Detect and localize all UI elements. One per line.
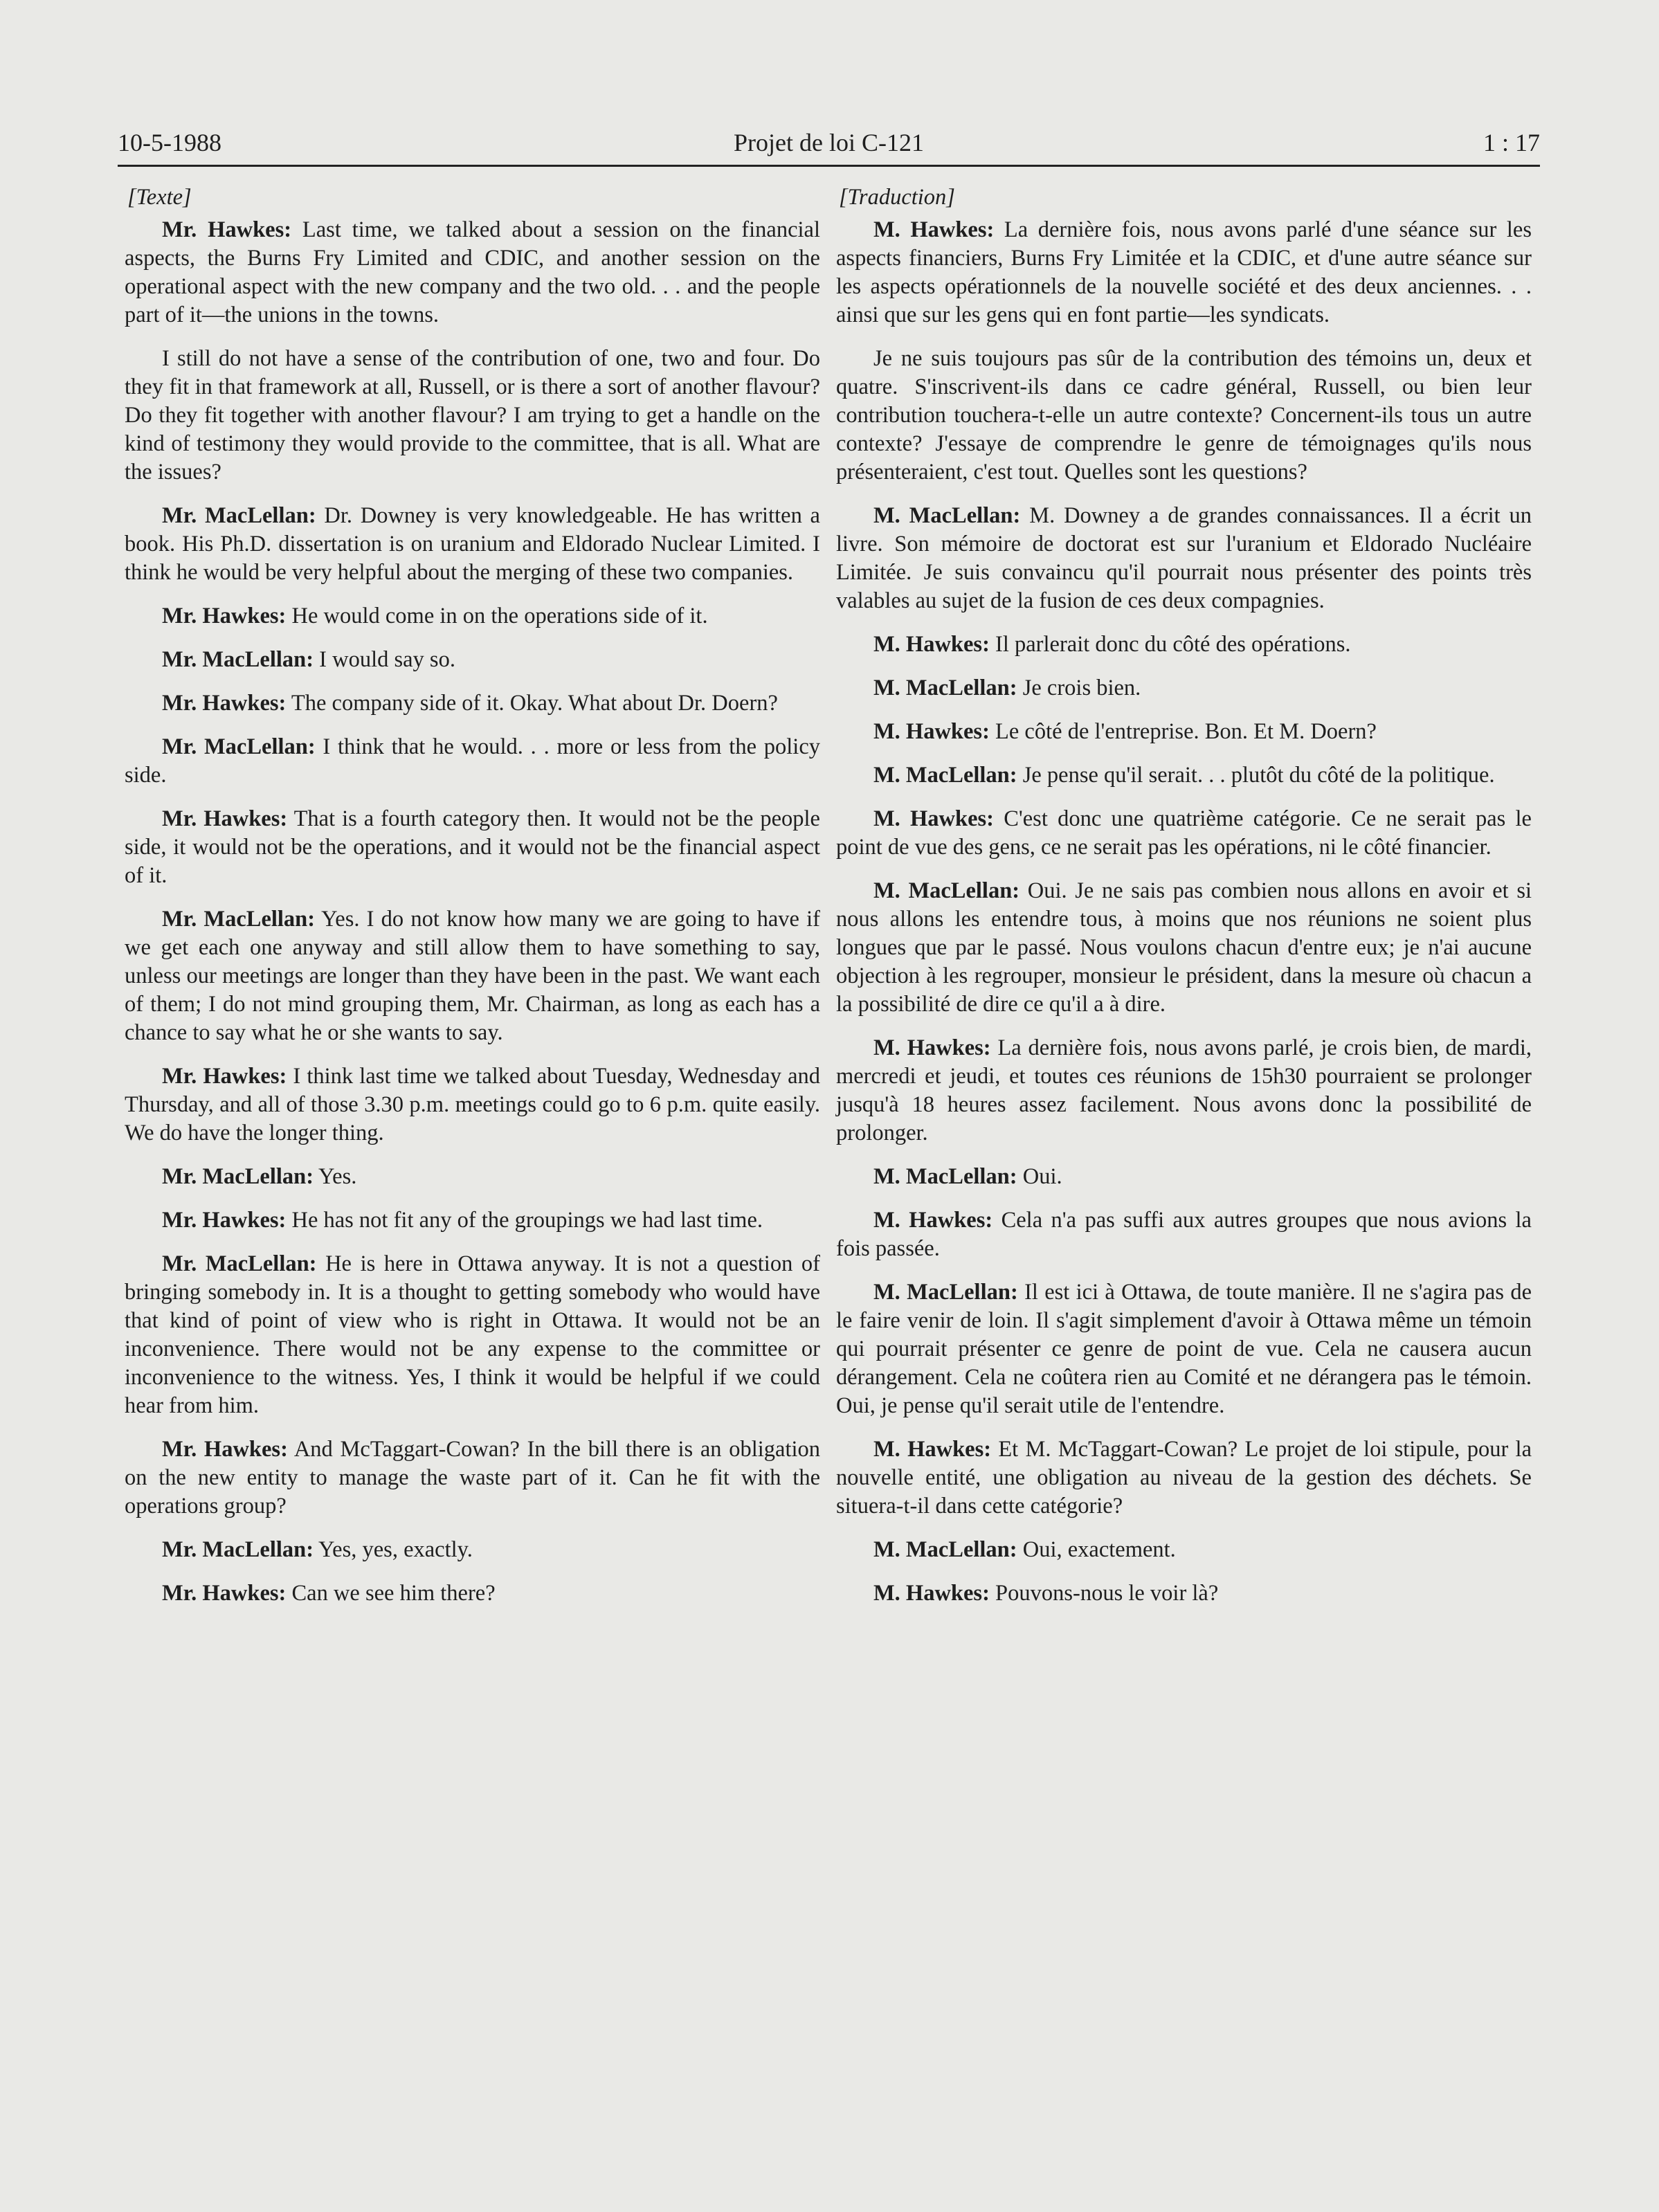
speech-text: M. Downey a de grandes connaissances. Il a écrit un livre. Son mémoire de doctorat est sur l'uranium et Eldorado Nucléaire Limitée. Je suis convaincu qu'il pourrait nous présenter des points très valables au sujet de la fusion de ces deux compagnies. <box>836 503 1532 613</box>
speaker-name: M. Hawkes: <box>873 1581 990 1606</box>
transcript-paragraph <box>836 1206 1532 1263</box>
speech-text: I would say so. <box>314 647 455 672</box>
transcript-paragraph <box>836 1278 1532 1420</box>
french-column <box>836 183 1532 1623</box>
transcript-paragraph <box>125 689 820 718</box>
speaker-name: M. MacLellan: <box>873 676 1017 700</box>
speaker-name: M. Hawkes: <box>873 1208 993 1233</box>
english-column <box>125 183 820 1623</box>
speech-text: La dernière fois, nous avons parlé, je crois bien, de mardi, mercredi et jeudi, et toutes ces réunions de 15h30 pourraient se prolonger jusqu'à 18 heures assez facilement. Nous avons donc la possibilité de prolonger. <box>836 1035 1532 1145</box>
french-paragraphs <box>836 216 1532 1608</box>
speaker-name: Mr. Hawkes: <box>162 604 287 628</box>
transcript-paragraph <box>125 345 820 487</box>
transcript-paragraph <box>125 602 820 631</box>
transcript-paragraph <box>125 1250 820 1420</box>
header-title: Projet de loi C-121 <box>734 129 924 156</box>
transcript-paragraph <box>125 805 820 890</box>
speech-text: That is a fourth category then. It would not be the people side, it would not be the operations, and it would not be the financial aspect of it. <box>125 806 820 888</box>
speech-text: Oui. Je ne sais pas combien nous allons en avoir et si nous allons les entendre tous, à moins que nos réunions ne soient plus longues que par le passé. Nous voulons chacun d'entre eux; je n'ai aucune objection à les regrouper, monsieur le président, dans la mesure où chacun a la possibilité de dire ce qu'il a à dire. <box>836 878 1532 1017</box>
speech-text: I still do not have a sense of the contribution of one, two and four. Do they fit in that framework at all, Russell, or is there a sort of another flavour? Do they fit together with another flavour? I am trying to get a handle on the kind of testimony they would provide to the committee, that is all. What are the issues? <box>125 346 820 484</box>
speech-text: Je crois bien. <box>1017 676 1141 700</box>
transcript-paragraph <box>836 1435 1532 1521</box>
transcript-paragraph <box>836 877 1532 1019</box>
speech-text: Il parlerait donc du côté des opérations. <box>989 632 1351 657</box>
transcript-paragraph <box>125 1062 820 1148</box>
english-column-label: [Texte] <box>127 185 192 210</box>
transcript-paragraph <box>836 718 1532 746</box>
transcript-paragraph <box>125 905 820 1047</box>
speech-text: Cela n'a pas suffi aux autres groupes que nous avions la fois passée. <box>836 1208 1532 1261</box>
speaker-name: M. Hawkes: <box>873 806 994 831</box>
speech-text: I think that he would. . . more or less from the policy side. <box>125 734 820 788</box>
speaker-name: Mr. Hawkes: <box>162 217 292 242</box>
speech-text: La dernière fois, nous avons parlé d'une séance sur les aspects financiers, Burns Fry Limitée et la CDIC, et d'une autre séance sur les aspects opérationnels de la nouvelle société et des deux anciennes. . . ainsi que sur les gens qui en font partie—les syndicats. <box>836 217 1532 327</box>
speech-text: Yes, yes, exactly. <box>314 1537 473 1562</box>
speech-text: Je pense qu'il serait. . . plutôt du côté de la politique. <box>1017 763 1495 788</box>
transcript-paragraph <box>125 1163 820 1191</box>
speech-text: He has not fit any of the groupings we had last time. <box>286 1208 763 1233</box>
transcript-paragraph <box>836 1034 1532 1148</box>
transcript-paragraph <box>125 216 820 329</box>
speaker-name: Mr. MacLellan: <box>162 907 316 932</box>
speaker-name: M. Hawkes: <box>873 719 990 744</box>
transcript-paragraph <box>125 1206 820 1235</box>
speech-text: Et M. McTaggart-Cowan? Le projet de loi stipule, pour la nouvelle entité, une obligation au niveau de la gestion des déchets. Se situera-t-il dans cette catégorie? <box>836 1437 1532 1519</box>
transcript-paragraph <box>836 674 1532 702</box>
transcript-paragraph <box>836 1163 1532 1191</box>
transcript-paragraph <box>836 502 1532 615</box>
speech-text: Yes. I do not know how many we are going to have if we get each one anyway and still allow them to have something to say, unless our meetings are longer than they have been in the past. We want each of them; I do not mind grouping them, Mr. Chairman, as long as each has a chance to say what he or she wants to say. <box>125 907 820 1045</box>
speaker-name: Mr. MacLellan: <box>162 1164 314 1189</box>
speech-text: He is here in Ottawa anyway. It is not a question of bringing somebody in. It is a thought to getting somebody who would have that kind of point of view who is right in Ottawa. It would not be an inconvenience. There would not be any expense to the committee or inconvenience to the witness. Yes, I think it would be helpful if we could hear from him. <box>125 1251 820 1418</box>
speech-text: Il est ici à Ottawa, de toute manière. Il ne s'agira pas de le faire venir de loin. Il s'agit simplement d'avoir à Ottawa même un témoin qui pourrait présenter ce genre de point de vue. Cela ne causera aucun dérangement. Cela ne coûtera rien au Comité et ne dérangera pas le témoin. Oui, je pense qu'il serait utile de l'entendre. <box>836 1280 1532 1418</box>
speaker-name: Mr. MacLellan: <box>162 734 316 759</box>
speech-text: The company side of it. Okay. What about Dr. Doern? <box>286 691 778 716</box>
speech-text: Dr. Downey is very knowledgeable. He has written a book. His Ph.D. dissertation is on uranium and Eldorado Nuclear Limited. I think he would be very helpful about the merging of these two companies. <box>125 503 820 585</box>
transcript-paragraph <box>836 761 1532 790</box>
speaker-name: Mr. MacLellan: <box>162 647 314 672</box>
speech-text: C'est donc une quatrième catégorie. Ce ne serait pas le point de vue des gens, ce ne serait pas les opérations, ni le côté financier. <box>836 806 1532 860</box>
transcript-paragraph <box>836 805 1532 862</box>
speech-text: Oui, exactement. <box>1017 1537 1176 1562</box>
speaker-name: Mr. Hawkes: <box>162 1064 287 1089</box>
transcript-paragraph <box>836 1579 1532 1608</box>
speaker-name: M. MacLellan: <box>873 763 1017 788</box>
header-page-number: 1 : 17 <box>1483 129 1540 156</box>
speech-text: Je ne suis toujours pas sûr de la contribution des témoins un, deux et quatre. S'inscrivent-ils dans ce cadre général, Russell, ou bien leur contribution touchera-t-elle un autre contexte? Concernent-ils tous un autre contexte? J'essaye de comprendre le genre de témoignages qu'ils nous présenteraient, c'est tout. Quelles sont les questions? <box>836 346 1532 484</box>
french-column-label: [Traduction] <box>839 185 955 210</box>
transcript-paragraph <box>836 631 1532 659</box>
speech-text: Yes. <box>314 1164 357 1189</box>
speaker-name: M. Hawkes: <box>873 1437 992 1462</box>
speaker-name: Mr. MacLellan: <box>162 1251 317 1276</box>
speaker-name: Mr. MacLellan: <box>162 1537 314 1562</box>
speech-text: And McTaggart-Cowan? In the bill there is an obligation on the new entity to manage the waste part of it. Can he fit with the operations group? <box>125 1437 820 1519</box>
transcript-paragraph <box>125 646 820 674</box>
speaker-name: M. Hawkes: <box>873 217 995 242</box>
header-rule <box>118 165 1540 167</box>
speaker-name: M. MacLellan: <box>873 1280 1018 1305</box>
transcript-paragraph <box>836 1536 1532 1564</box>
transcript-paragraph <box>125 1536 820 1564</box>
speaker-name: M. MacLellan: <box>873 1164 1017 1189</box>
speaker-name: M. Hawkes: <box>873 1035 991 1060</box>
speech-text: Can we see him there? <box>286 1581 496 1606</box>
english-paragraphs <box>125 216 820 1608</box>
speaker-name: Mr. Hawkes: <box>162 691 287 716</box>
speaker-name: M. MacLellan: <box>873 878 1020 903</box>
speaker-name: M. Hawkes: <box>873 632 990 657</box>
transcript-paragraph <box>125 502 820 587</box>
transcript-paragraph <box>125 1435 820 1521</box>
transcript-paragraph <box>836 345 1532 487</box>
page-header <box>118 128 1540 167</box>
speech-text: Last time, we talked about a session on the financial aspects, the Burns Fry Limited and CDIC, and another session on the operational aspect with the new company and the two old. . . and the people part of it—the unions in the towns. <box>125 217 820 327</box>
speaker-name: M. MacLellan: <box>873 503 1021 528</box>
speaker-name: Mr. MacLellan: <box>162 503 316 528</box>
speaker-name: M. MacLellan: <box>873 1537 1017 1562</box>
speech-text: Le côté de l'entreprise. Bon. Et M. Doern? <box>989 719 1377 744</box>
transcript-paragraph <box>125 1579 820 1608</box>
speaker-name: Mr. Hawkes: <box>162 1437 288 1462</box>
speech-text: He would come in on the operations side of it. <box>286 604 708 628</box>
transcript-paragraph <box>836 216 1532 329</box>
speech-text: I think last time we talked about Tuesday, Wednesday and Thursday, and all of those 3.30 p.m. meetings could go to 6 p.m. quite easily. We do have the longer thing. <box>125 1064 820 1145</box>
speaker-name: Mr. Hawkes: <box>162 1581 287 1606</box>
speech-text: Oui. <box>1017 1164 1062 1189</box>
speaker-name: Mr. Hawkes: <box>162 1208 287 1233</box>
header-date: 10-5-1988 <box>118 129 221 156</box>
transcript-paragraph <box>125 733 820 790</box>
speech-text: Pouvons-nous le voir là? <box>989 1581 1219 1606</box>
speaker-name: Mr. Hawkes: <box>162 806 288 831</box>
